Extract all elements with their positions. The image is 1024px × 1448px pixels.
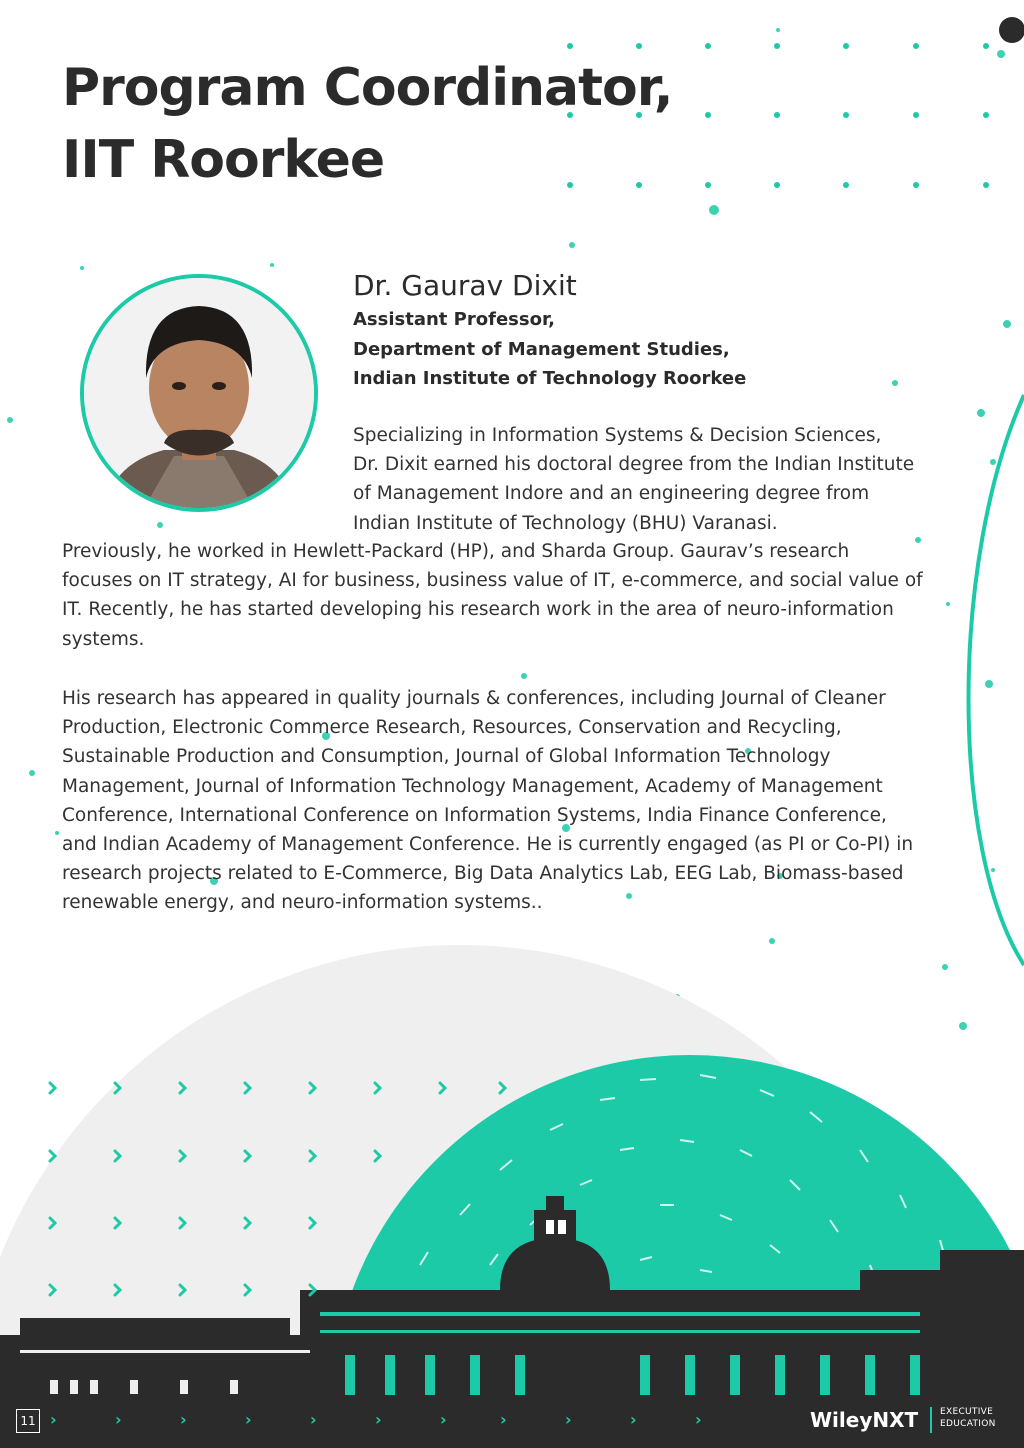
footer-bar — [0, 1395, 1024, 1448]
chevron-right-icon: › — [245, 1410, 252, 1429]
bio-line: Conference, International Conference on Information Systems, India Finance Conference, — [62, 804, 887, 826]
bio-line: Indian Institute of Technology (BHU) Varanasi. — [353, 512, 778, 534]
bio-paragraph-1 — [62, 537, 962, 654]
chevron-right-icon: › — [310, 1410, 317, 1429]
portrait-image — [84, 278, 314, 508]
role-line: Assistant Professor, — [353, 309, 556, 330]
role-line: Indian Institute of Technology Roorkee — [353, 368, 747, 389]
brand-logo: WileyNXT — [810, 1408, 919, 1432]
brand-subtitle-line: EDUCATION — [940, 1419, 996, 1429]
bio-line: of Management Indore and an engineering degree from — [353, 483, 870, 505]
bio-line: and Indian Academy of Management Conference. He is currently engaged (as PI or Co-PI) in — [62, 834, 914, 856]
profile-role — [353, 305, 913, 394]
page-title-line: IIT Roorkee — [62, 130, 385, 190]
page-title — [62, 52, 822, 196]
chevron-right-icon: › — [375, 1410, 382, 1429]
bio-line: Dr. Dixit earned his doctoral degree from the Indian Institute — [353, 454, 915, 476]
chevron-right-icon: › — [500, 1410, 507, 1429]
chevron-right-icon: › — [630, 1410, 637, 1429]
chevron-right-icon: › — [565, 1410, 572, 1429]
corner-dot — [999, 17, 1024, 43]
bio-line: Management, Journal of Information Technology Management, Academy of Management — [62, 775, 883, 797]
brand-subtitle — [940, 1406, 996, 1430]
page-title-line: Program Coordinator, — [62, 58, 673, 118]
bio-line: Sustainable Production and Consumption, Journal of Global Information Technology — [62, 746, 831, 768]
bio-line: systems. — [62, 628, 145, 650]
bio-intro — [353, 421, 953, 538]
chevron-right-icon: › — [440, 1410, 447, 1429]
bio-line: His research has appeared in quality journals & conferences, including Journal of Cleaner — [62, 688, 886, 709]
page-number: 11 — [16, 1409, 40, 1433]
arc-line — [969, 395, 1024, 965]
chevron-right-icon: › — [50, 1410, 57, 1429]
bio-line: focuses on IT strategy, AI for business, business value of IT, e-commerce, and social value of — [62, 570, 923, 592]
brand-divider — [930, 1407, 932, 1433]
bio-line: research projects related to E-Commerce, Big Data Analytics Lab, EEG Lab, Biomass-based — [62, 863, 904, 885]
brand-subtitle-line: EXECUTIVE — [940, 1407, 994, 1417]
bio-line: Specializing in Information Systems & Decision Sciences, — [353, 425, 882, 446]
bio-line: Previously, he worked in Hewlett-Packard (HP), and Sharda Group. Gaurav’s research — [62, 541, 850, 562]
chevron-right-icon: › — [695, 1410, 702, 1429]
bio-line: renewable energy, and neuro-information systems.. — [62, 892, 543, 914]
profile-photo — [80, 274, 318, 512]
bio-line: IT. Recently, he has started developing his research work in the area of neuro-information — [62, 599, 894, 621]
chevron-right-icon: › — [180, 1410, 187, 1429]
bio-paragraph-2 — [62, 684, 962, 918]
profile-name: Dr. Gaurav Dixit — [353, 269, 577, 302]
role-line: Department of Management Studies, — [353, 338, 730, 360]
chevron-right-icon: › — [115, 1410, 122, 1429]
bio-line: Production, Electronic Commerce Research, Resources, Conservation and Recycling, — [62, 717, 842, 739]
